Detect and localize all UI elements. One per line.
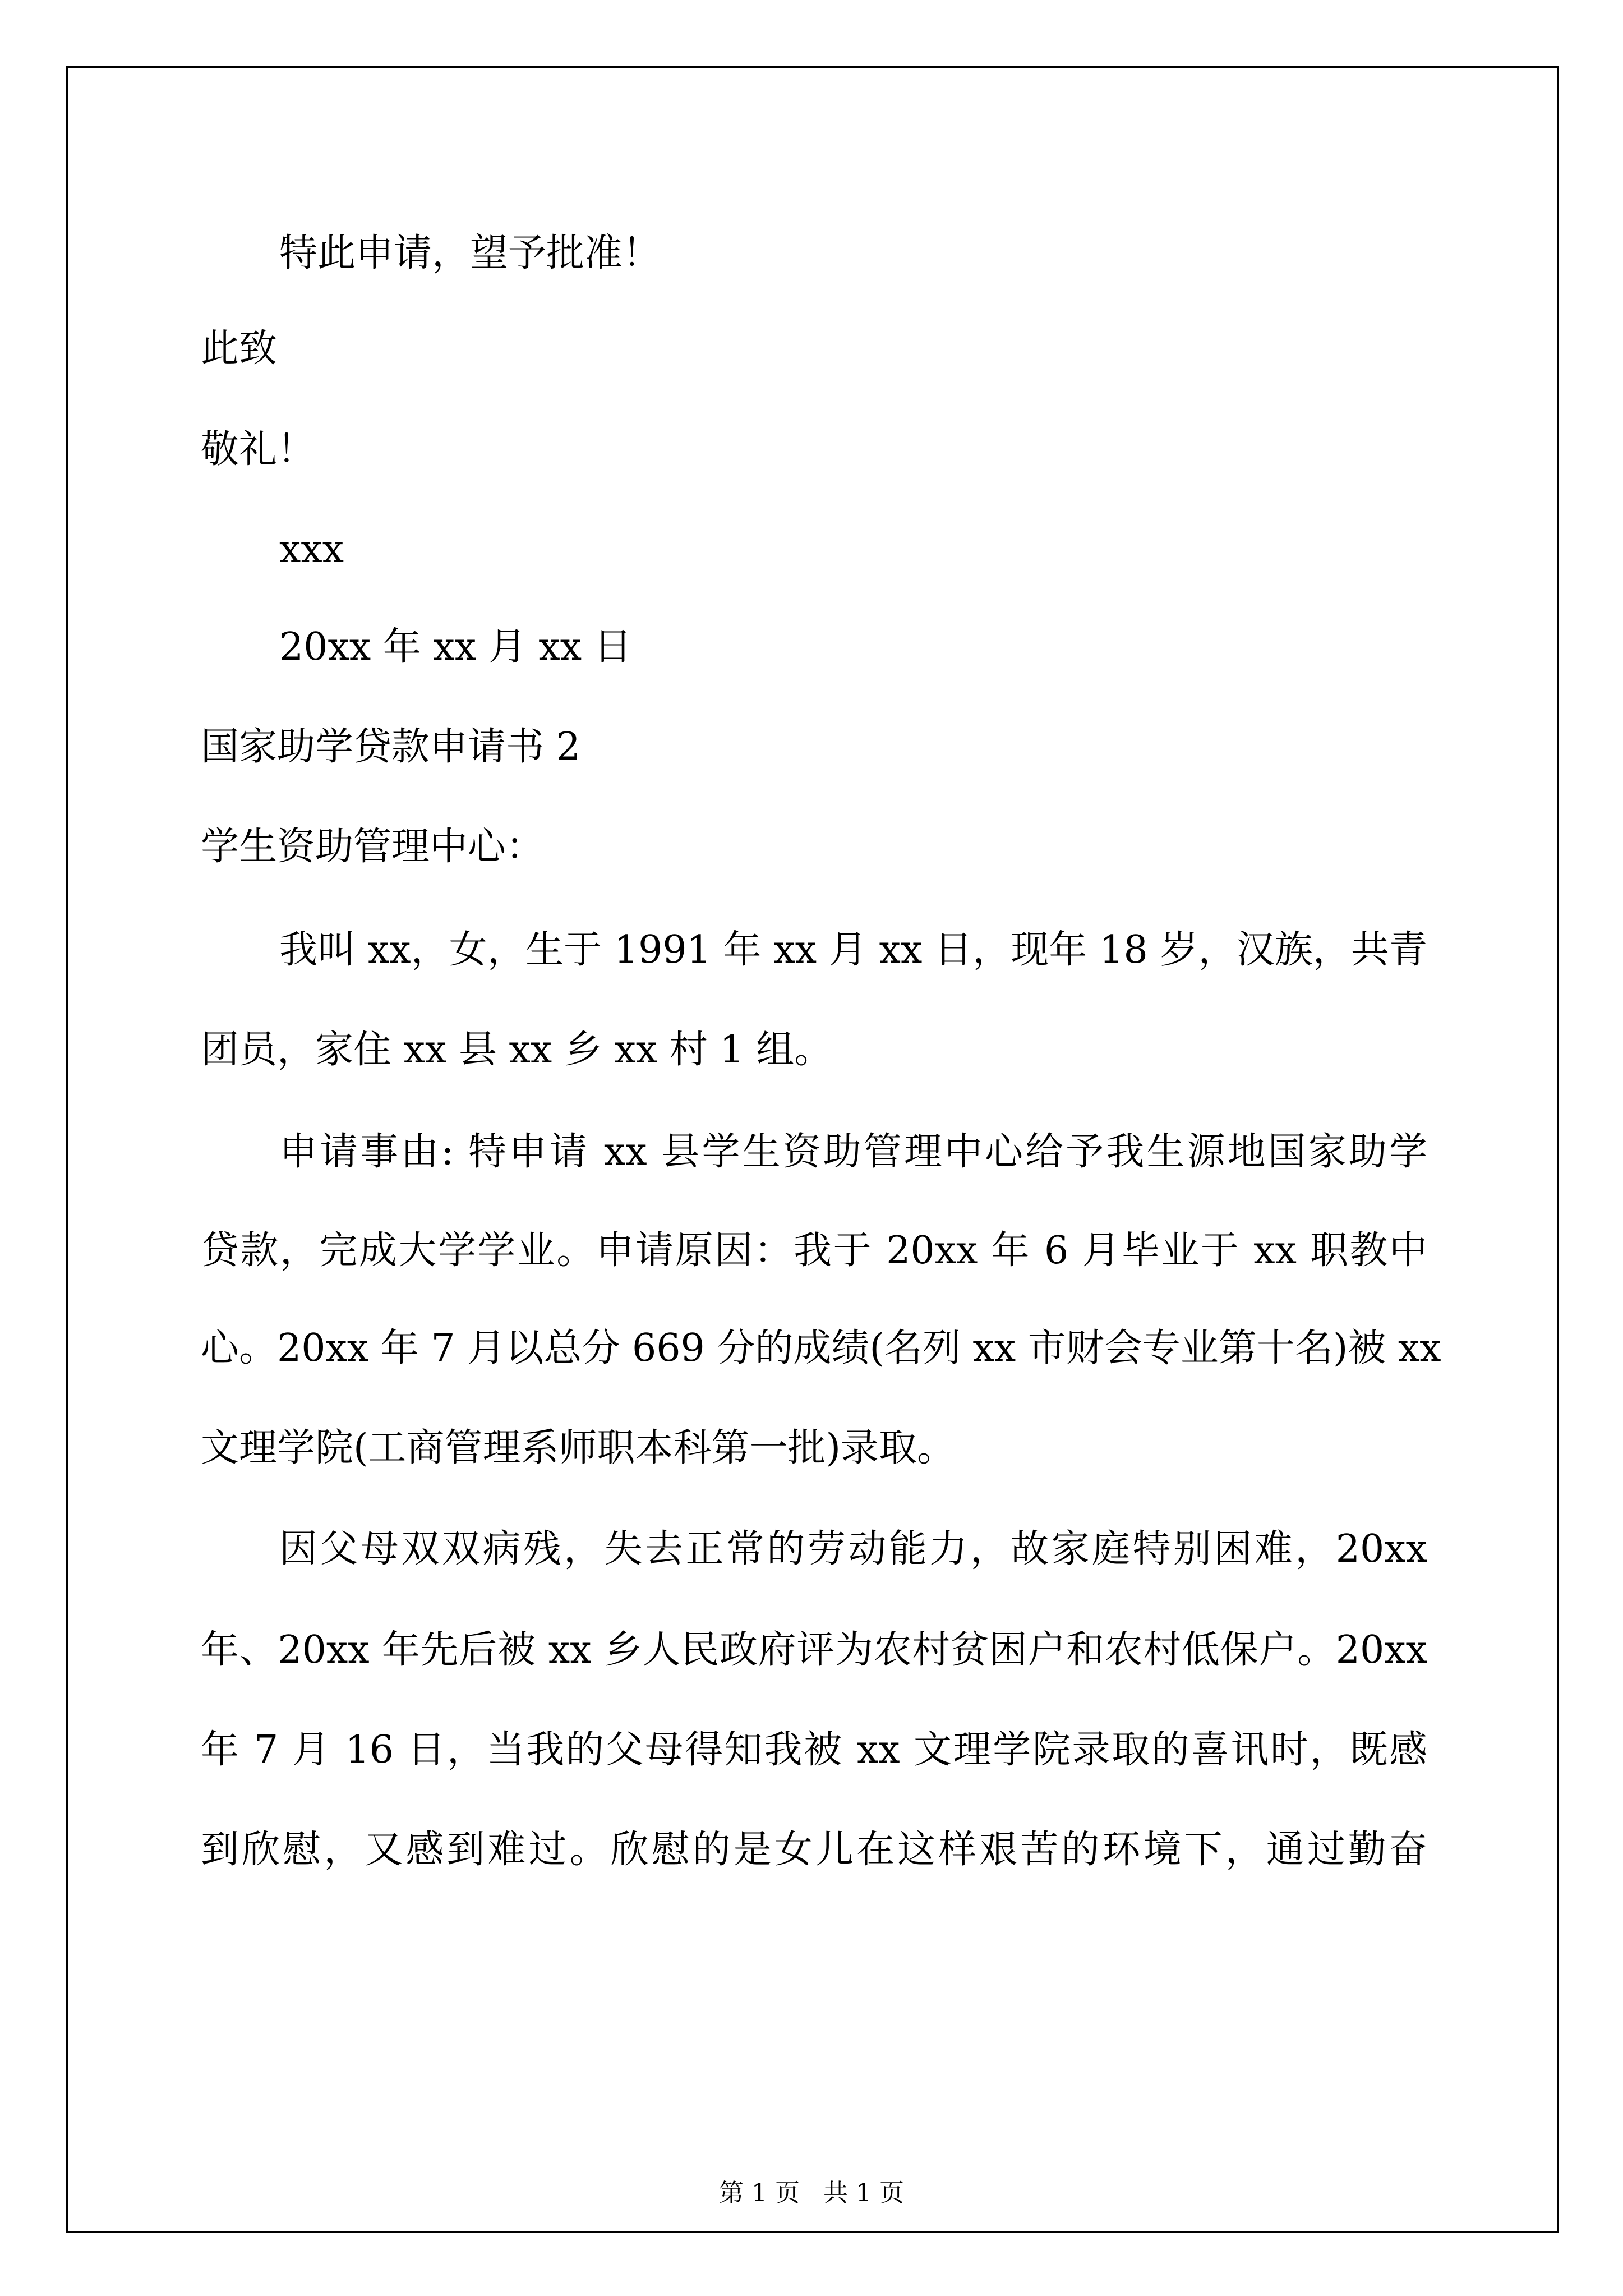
paragraph-line: 心。20xx 年 7 月以总分 669 分的成绩(名列 xx 市财会专业第十名)被 xx — [201, 1326, 1441, 1370]
paragraph-line: 年 7 月 16 日，当我的父母得知我被 xx 文理学院录取的喜讯时，既感 — [201, 1728, 1427, 1772]
paragraph-line: 年、20xx 年先后被 xx 乡人民政府评为农村贫困户和农村低保户。20xx — [201, 1628, 1427, 1672]
paragraph-line: 到欣慰，又感到难过。欣慰的是女儿在这样艰苦的环境下，通过勤奋 — [201, 1828, 1427, 1872]
paragraph-line: 我叫 xx，女，生于 1991 年 xx 月 xx 日，现年 18 岁，汉族，共青 — [279, 928, 1427, 972]
page-footer: 第 1 页 共 1 页 — [719, 2179, 904, 2207]
paragraph-line: 贷款，完成大学学业。申请原因：我于 20xx 年 6 月毕业于 xx 职教中 — [201, 1228, 1427, 1273]
signature-date: 20xx 年 xx 月 xx 日 — [279, 625, 632, 669]
signature-name: xxx — [279, 527, 344, 572]
section-title: 国家助学贷款申请书 2 — [201, 725, 580, 769]
paragraph-line: 团员，家住 xx 县 xx 乡 xx 村 1 组。 — [201, 1028, 833, 1072]
paragraph-line: 申请事由: 特申请 xx 县学生资助管理中心给予我生源地国家助学 — [279, 1130, 1427, 1174]
paragraph-line: 因父母双双病残，失去正常的劳动能力，故家庭特别困难，20xx — [279, 1527, 1427, 1571]
recipient-line: 学生资助管理中心： — [201, 825, 545, 869]
salutation-line: 此致 — [201, 326, 278, 371]
regards-line: 敬礼！ — [201, 427, 316, 472]
paragraph-line: 文理学院(工商管理系师职本科第一批)录取。 — [201, 1426, 956, 1470]
closing-request-line: 特此申请，望予批准！ — [279, 231, 661, 275]
